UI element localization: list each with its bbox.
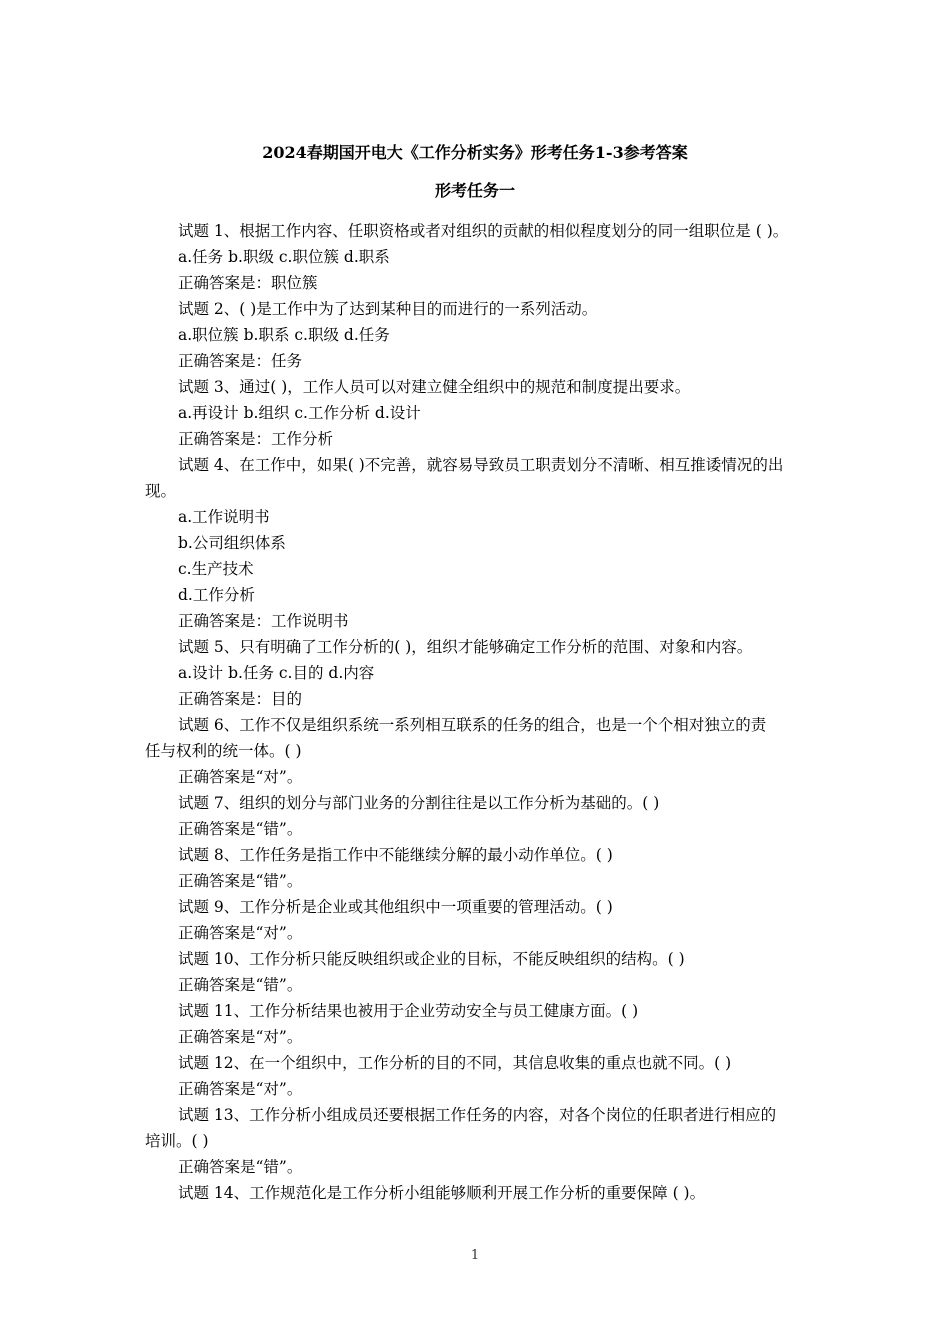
question-7-answer: 正确答案是“错”。 <box>178 820 303 838</box>
question-2-answer: 正确答案是：任务 <box>178 352 303 370</box>
question-5: 试题 5、只有明确了工作分析的( )，组织才能够确定工作分析的范围、对象和内容。 <box>178 638 753 656</box>
document-title: 2024春期国开电大《工作分析实务》形考任务1-3参考答案 <box>262 143 688 162</box>
question-1-options: a.任务 b.职级 c.职位簇 d.职系 <box>178 248 390 266</box>
question-9-answer: 正确答案是“对”。 <box>178 924 303 942</box>
question-1-answer: 正确答案是：职位簇 <box>178 274 318 292</box>
page-number: 1 <box>470 1248 480 1263</box>
question-5-answer: 正确答案是：目的 <box>178 690 303 708</box>
question-13-continued: 培训。( ) <box>145 1132 209 1150</box>
section-title: 形考任务一 <box>434 181 515 200</box>
question-2-options: a.职位簇 b.职系 c.职级 d.任务 <box>178 326 390 344</box>
question-13-answer: 正确答案是“错”。 <box>178 1158 303 1176</box>
question-11: 试题 11、工作分析结果也被用于企业劳动安全与员工健康方面。( ) <box>178 1002 639 1020</box>
question-4-continued: 现。 <box>145 482 177 500</box>
question-6-answer: 正确答案是“对”。 <box>178 768 303 786</box>
document-body <box>145 218 810 1206</box>
question-6-continued: 任与权利的统一体。( ) <box>145 742 302 760</box>
question-2: 试题 2、( )是工作中为了达到某种目的而进行的一系列活动。 <box>178 300 598 318</box>
question-9: 试题 9、工作分析是企业或其他组织中一项重要的管理活动。( ) <box>178 898 613 916</box>
question-14: 试题 14、工作规范化是工作分析小组能够顺利开展工作分析的重要保障 ( )。 <box>178 1184 706 1202</box>
question-7: 试题 7、组织的划分与部门业务的分割往往是以工作分析为基础的。( ) <box>178 794 660 812</box>
question-4-option-d: d.工作分析 <box>178 586 255 604</box>
question-13: 试题 13、工作分析小组成员还要根据工作任务的内容，对各个岗位的任职者进行相应的 <box>178 1106 777 1124</box>
question-8-answer: 正确答案是“错”。 <box>178 872 303 890</box>
question-6: 试题 6、工作不仅是组织系统一系列相互联系的任务的组合，也是一个个相对独立的责 <box>178 716 767 734</box>
question-3-answer: 正确答案是：工作分析 <box>178 430 334 448</box>
question-3-options: a.再设计 b.组织 c.工作分析 d.设计 <box>178 404 421 422</box>
question-4-option-b: b.公司组织体系 <box>178 534 286 552</box>
question-10-answer: 正确答案是“错”。 <box>178 976 303 994</box>
question-10: 试题 10、工作分析只能反映组织或企业的目标，不能反映组织的结构。( ) <box>178 950 685 968</box>
question-11-answer: 正确答案是“对”。 <box>178 1028 303 1046</box>
question-4: 试题 4、在工作中，如果( )不完善，就容易导致员工职责划分不清晰、相互推诿情况的出 <box>178 456 784 474</box>
question-4-option-c: c.生产技术 <box>178 560 254 578</box>
question-8: 试题 8、工作任务是指工作中不能继续分解的最小动作单位。( ) <box>178 846 613 864</box>
question-4-answer: 正确答案是：工作说明书 <box>178 612 349 630</box>
question-1: 试题 1、根据工作内容、任职资格或者对组织的贡献的相似程度划分的同一组职位是 ( )。 <box>178 222 789 240</box>
question-3: 试题 3、通过( )，工作人员可以对建立健全组织中的规范和制度提出要求。 <box>178 378 691 396</box>
question-4-option-a: a.工作说明书 <box>178 508 270 526</box>
question-12-answer: 正确答案是“对”。 <box>178 1080 303 1098</box>
question-12: 试题 12、在一个组织中，工作分析的目的不同，其信息收集的重点也就不同。( ) <box>178 1054 732 1072</box>
question-5-options: a.设计 b.任务 c.目的 d.内容 <box>178 664 375 682</box>
